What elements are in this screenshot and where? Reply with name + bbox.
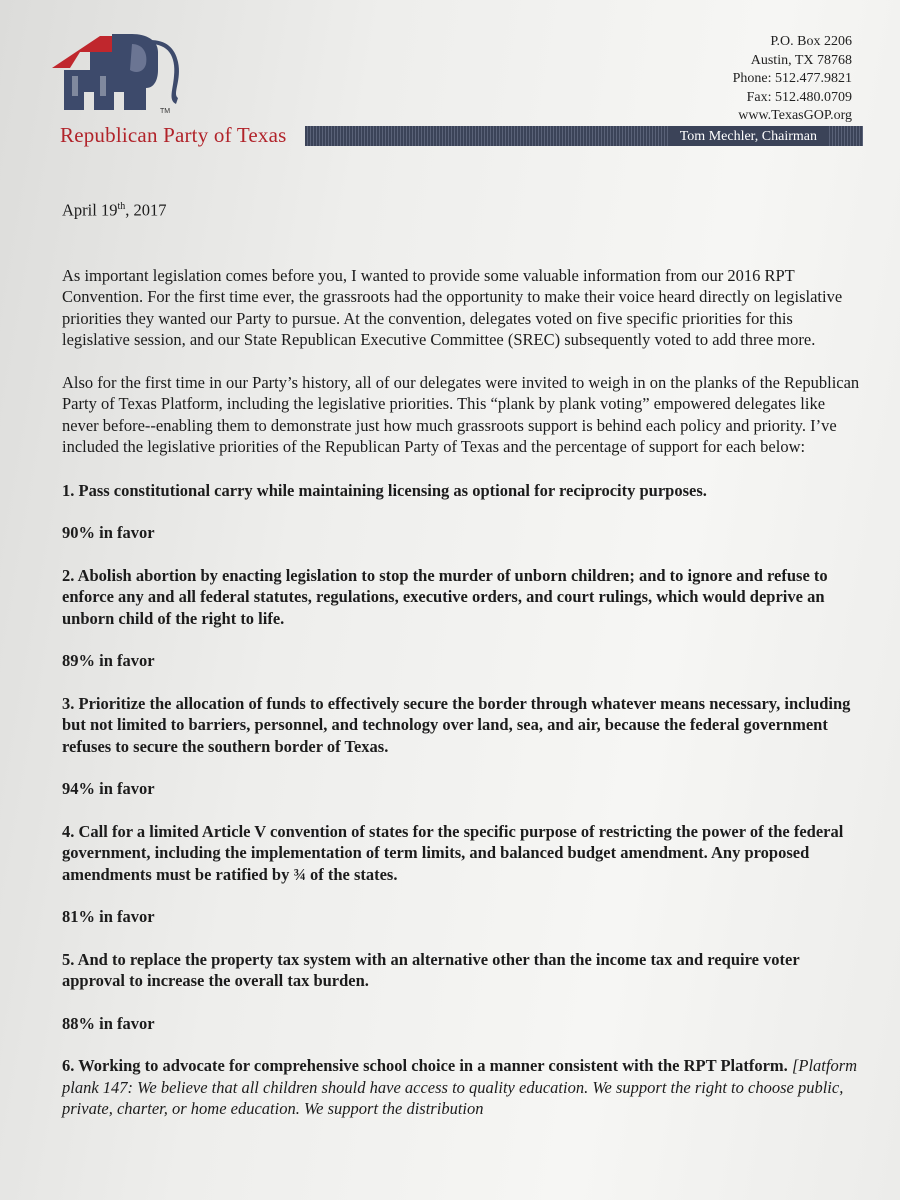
trademark-mark: TM bbox=[160, 108, 171, 115]
address-line: P.O. Box 2206 bbox=[770, 34, 852, 49]
priority-favor: 88% in favor bbox=[62, 1013, 155, 1033]
chairman-label: Tom Mechler, Chairman bbox=[670, 126, 827, 146]
contact-address bbox=[733, 33, 852, 126]
fax-line: Fax: 512.480.0709 bbox=[746, 89, 852, 105]
phone-line: Phone: 512.477.9821 bbox=[732, 71, 852, 86]
website-line: www.TexasGOP.org bbox=[738, 108, 852, 123]
priority-item: 5. And to replace the property tax system with an alternative other than the income tax and require voter approval to increase the overall tax burden. bbox=[62, 949, 800, 990]
intro-paragraph: As important legislation comes before you, I wanted to provide some valuable information from our 2016 RPT Convention. For the first time ever, the grassroots had the opportunity to make their voice heard directly on legislative priorities they wanted our Party to pursue. At the convention, delegates voted on five specific priorities for this legislative session, and our State Republican Executive Committee (SREC) subsequently voted to add three more. bbox=[62, 265, 843, 349]
letterhead-bar bbox=[305, 126, 863, 146]
date-day: April 19 bbox=[62, 200, 118, 220]
address-line: Austin, TX 78768 bbox=[750, 52, 852, 68]
priority-favor: 89% in favor bbox=[62, 651, 155, 670]
priority-item: 1. Pass constitutional carry while maintaining licensing as optional for reciprocity purposes. bbox=[62, 480, 707, 500]
priority-favor: 94% in favor bbox=[62, 779, 155, 798]
priority-item: 4. Call for a limited Article V convention of states for the specific purpose of restricting the power of the federal government, including the implementation of term limits, and balanced budget amendment. Any proposed amendments must be ratified by ¾ of the states. bbox=[62, 821, 844, 884]
priority-item: 3. Prioritize the allocation of funds to effectively secure the border through whatever means necessary, including but not limited to barriers, personnel, and technology over land, sea, and air, because the federal government refuses to secure the southern border of Texas. bbox=[62, 693, 851, 756]
intro-paragraph: Also for the first time in our Party’s history, all of our delegates were invited to weigh in on the planks of the Republican Party of Texas Platform, including the legislative priorities. This “plank by plank voting” empowered delegates like never before--enabling them to demonstrate just how much grassroots support is behind each policy and priority. I’ve included the legislative priorities of the Republican Party of Texas and the percentage of support for each below: bbox=[62, 372, 860, 456]
priority-favor: 90% in favor bbox=[62, 523, 155, 542]
date-year: , 2017 bbox=[125, 200, 167, 220]
rpt-elephant-logo bbox=[50, 30, 290, 112]
date-suffix-sup: th bbox=[117, 201, 126, 212]
priority-item: 2. Abolish abortion by enacting legislation to stop the murder of unborn children; and to ignore and refuse to enforce any and all federal statutes, regulations, executive orders, and court rulings, which would deprive an unborn child of the right to life. bbox=[62, 565, 828, 628]
priority-favor: 81% in favor bbox=[62, 907, 155, 926]
priority-item-6 bbox=[62, 1055, 862, 1120]
priority-6-heading: 6. Working to advocate for comprehensive school choice in a manner consistent with the RPT Platform. bbox=[62, 1056, 788, 1075]
letter-body bbox=[62, 196, 862, 1141]
party-name: Republican Party of Texas bbox=[60, 123, 287, 147]
letter-date bbox=[62, 196, 862, 222]
platform-plank-quote: [Platform plank 147: We believe that all children should have access to quality education. We support the right to choose public, private, charter, or home education. We support the distribution bbox=[62, 1056, 858, 1118]
